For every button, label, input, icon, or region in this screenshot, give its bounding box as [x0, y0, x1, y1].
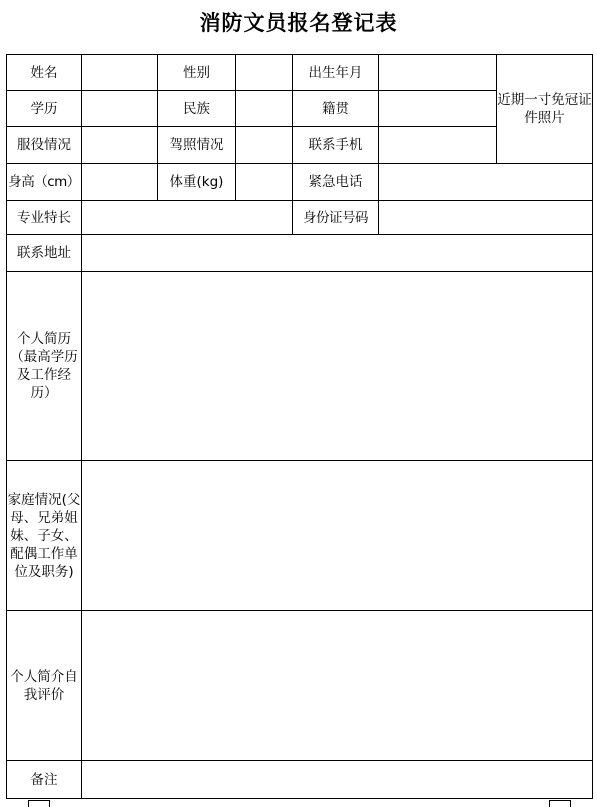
military-service-field[interactable]	[82, 127, 158, 164]
education-field[interactable]	[82, 91, 158, 127]
weight-label: 体重(kg)	[158, 164, 236, 201]
license-field[interactable]	[236, 127, 293, 164]
mobile-field[interactable]	[379, 127, 497, 164]
birth-date-field[interactable]	[379, 55, 497, 91]
license-label: 驾照情况	[158, 127, 236, 164]
row-family	[7, 461, 593, 611]
photo-placeholder[interactable]: 近期一寸免冠证件照片	[497, 55, 593, 164]
ethnicity-label: 民族	[158, 91, 236, 127]
height-field[interactable]	[82, 164, 158, 201]
native-place-field[interactable]	[379, 91, 497, 127]
registration-form-table	[6, 54, 593, 799]
family-label: 家庭情况(父母、兄弟姐妹、子女、配偶工作单位及职务)	[7, 461, 82, 611]
gender-field[interactable]	[236, 55, 293, 91]
family-field[interactable]	[82, 461, 593, 611]
emergency-phone-label: 紧急电话	[293, 164, 379, 201]
gender-label: 性别	[158, 55, 236, 91]
row-height	[7, 164, 593, 201]
mobile-label: 联系手机	[293, 127, 379, 164]
row-specialty	[7, 201, 593, 235]
military-service-label: 服役情况	[7, 127, 82, 164]
row-name	[7, 55, 593, 91]
row-self-evaluation	[7, 611, 593, 761]
name-field[interactable]	[82, 55, 158, 91]
education-label: 学历	[7, 91, 82, 127]
address-field[interactable]	[82, 235, 593, 272]
form-title: 消防文员报名登记表	[199, 11, 398, 35]
id-number-label: 身份证号码	[293, 201, 379, 235]
emergency-phone-field[interactable]	[379, 164, 593, 201]
birth-date-label: 出生年月	[293, 55, 379, 91]
remarks-field[interactable]	[82, 761, 593, 799]
self-evaluation-field[interactable]	[82, 611, 593, 761]
specialty-field[interactable]	[82, 201, 293, 235]
row-remarks	[7, 761, 593, 799]
ethnicity-field[interactable]	[236, 91, 293, 127]
self-evaluation-label: 个人简介自我评价	[7, 611, 82, 761]
name-label: 姓名	[7, 55, 82, 91]
height-label: 身高（cm）	[7, 164, 82, 201]
row-address	[7, 235, 593, 272]
specialty-label: 专业特长	[7, 201, 82, 235]
resume-field[interactable]	[82, 272, 593, 461]
native-place-label: 籍贯	[293, 91, 379, 127]
weight-field[interactable]	[236, 164, 293, 201]
address-label: 联系地址	[7, 235, 82, 272]
row-resume	[7, 272, 593, 461]
id-number-field[interactable]	[379, 201, 593, 235]
resume-label: 个人简历（最高学历及工作经历）	[7, 272, 82, 461]
remarks-label: 备注	[7, 761, 82, 799]
